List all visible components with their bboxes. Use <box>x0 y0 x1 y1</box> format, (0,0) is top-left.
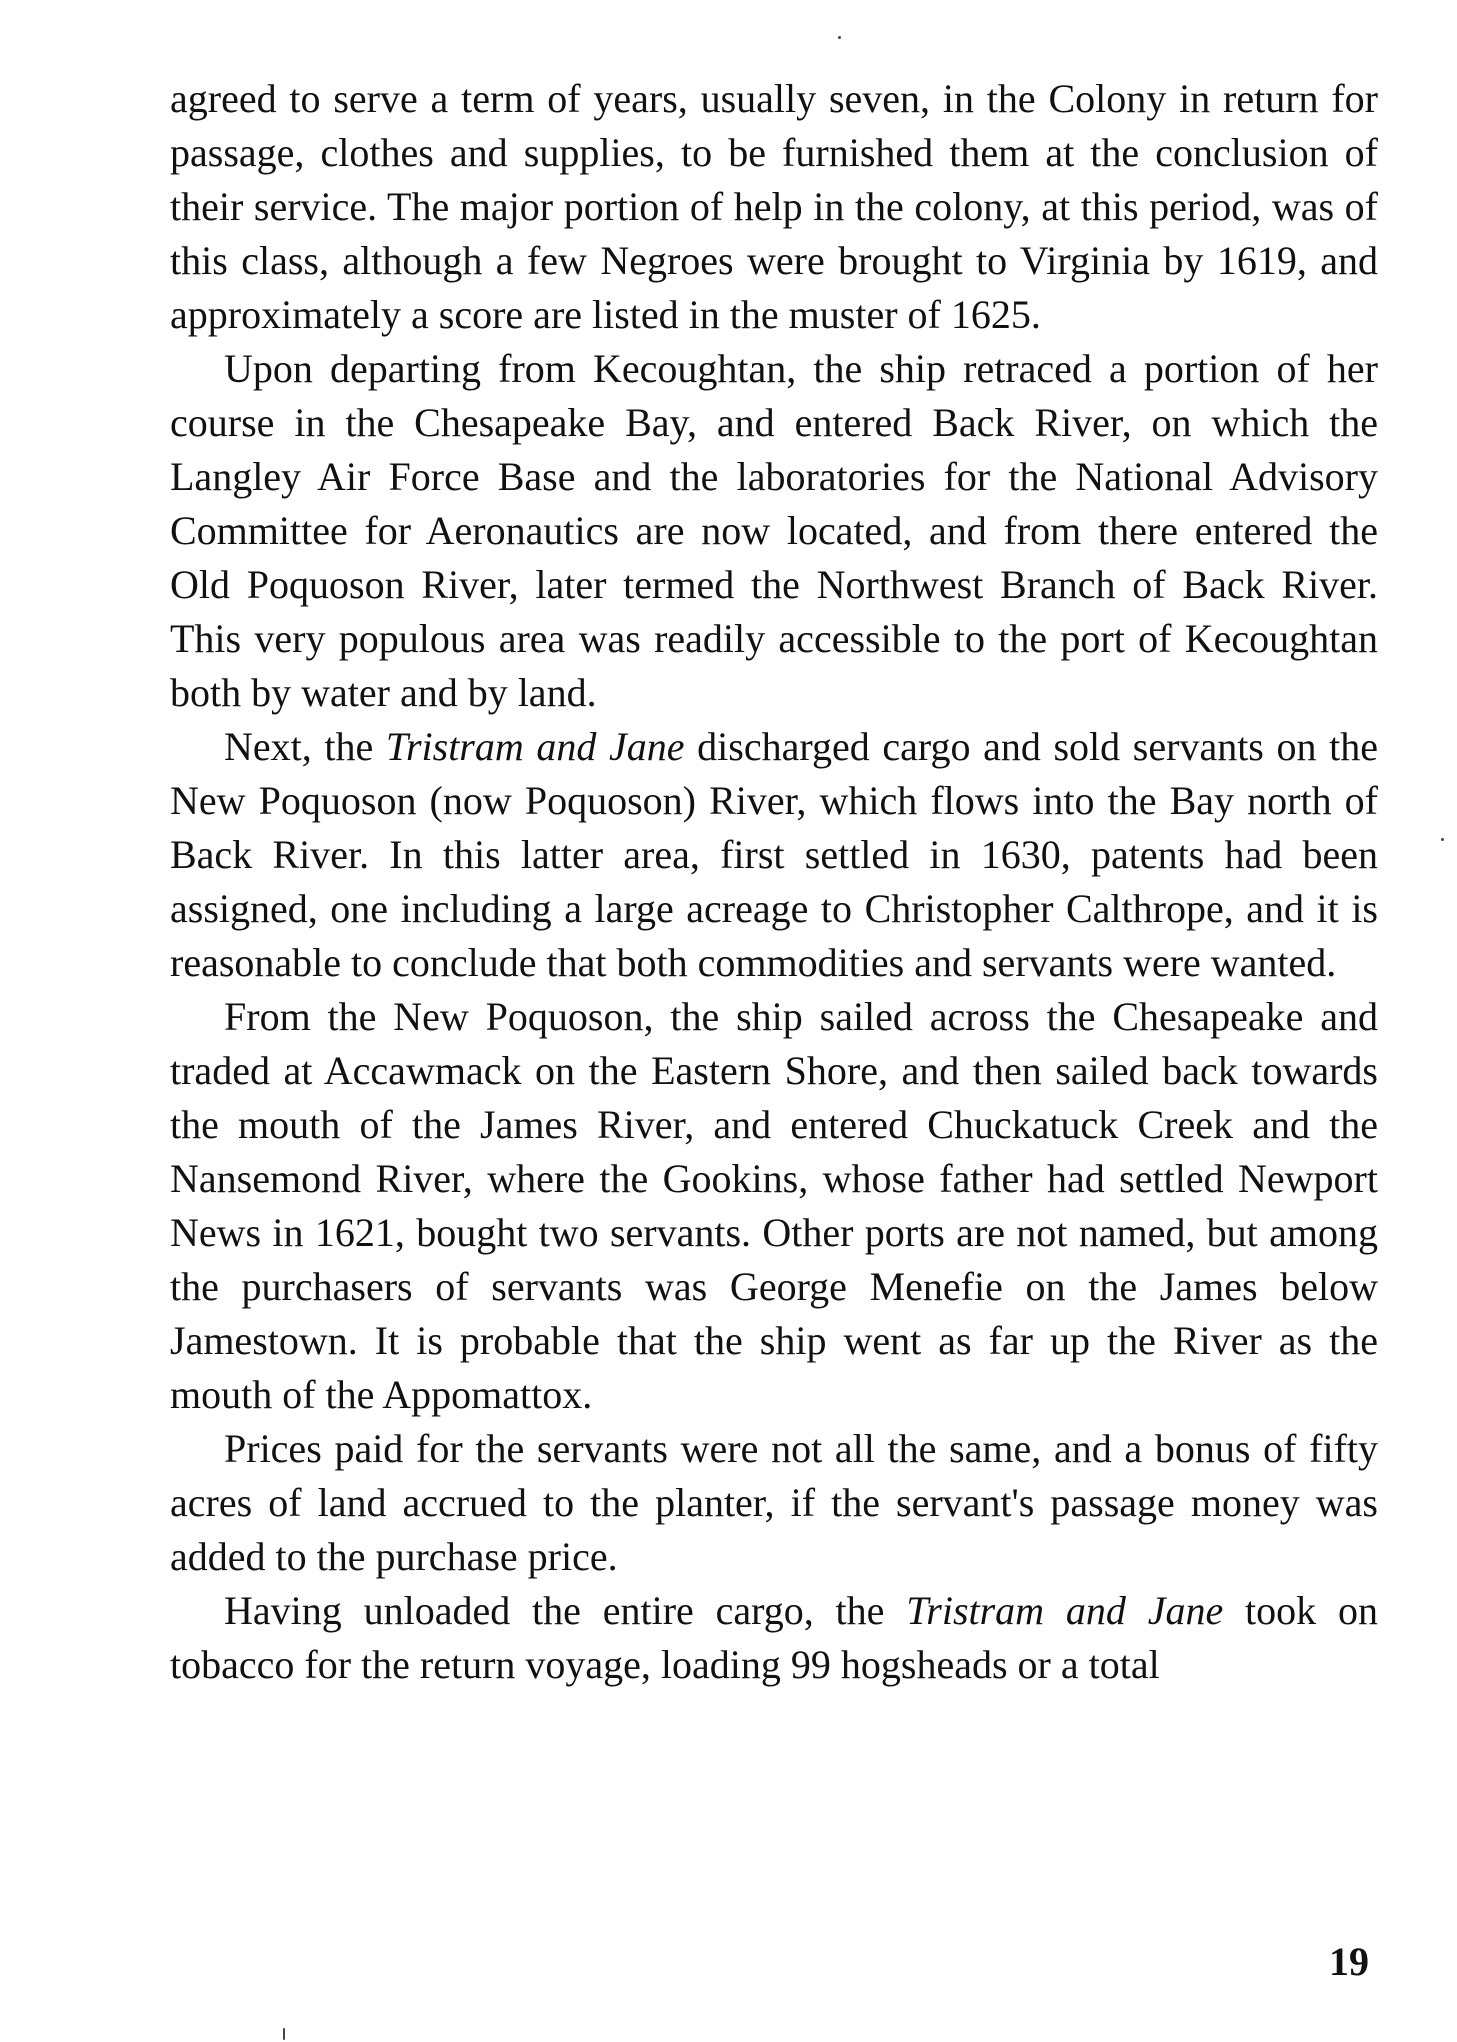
scan-speck <box>283 2028 285 2040</box>
paragraph-1-text: agreed to serve a term of years, usually seven, in the Colony in return for passage, clothes and supplies, to be furnished them at the conclusion of their service. The major portion of help in the colony, at this period, was of this class, although a few Negroes were brought to Virginia by 1619, and approximately a score are listed in the muster of 1625. <box>170 76 1378 337</box>
page-body <box>170 72 1378 1977</box>
scan-speck <box>838 36 841 39</box>
scan-speck <box>1441 838 1444 841</box>
paragraph-6 <box>170 1584 1378 1692</box>
paragraph-3-text-b: discharged cargo and sold servants on the New Poquoson (now Poquoson) River, which flows into the Bay north of Back River. In this latter area, first settled in 1630, patents had been assigned, one including a large acreage to Christopher Calthrope, and it is reasonable to conclude that both commodities and servants were wanted. <box>170 724 1378 985</box>
paragraph-3-text-a: Next, the <box>224 724 386 769</box>
paragraph-5 <box>170 1422 1378 1584</box>
page-number: 19 <box>1329 1939 1369 1984</box>
paragraph-4 <box>170 990 1378 1422</box>
paragraph-6-text-b: took on tobacco for the return voyage, loading 99 hogsheads or a total <box>170 1588 1378 1687</box>
paragraph-2-text: Upon departing from Kecoughtan, the ship retraced a portion of her course in the Chesapeake Bay, and entered Back River, on which the Langley Air Force Base and the laboratories for the National Advisory Committee for Aeronautics are now located, and from there entered the Old Poquoson River, later termed the Northwest Branch of Back River. This very populous area was readily accessible to the port of Kecoughtan both by water and by land. <box>170 346 1378 715</box>
ship-name-italic: Tristram and Jane <box>385 724 685 769</box>
paragraph-1 <box>170 72 1378 342</box>
paragraph-4-text: From the New Poquoson, the ship sailed across the Chesapeake and traded at Accawmack on the Eastern Shore, and then sailed back towards the mouth of the James River, and entered Chuckatuck Creek and the Nansemond River, where the Gookins, whose father had settled Newport News in 1621, bought two servants. Other ports are not named, but among the purchasers of servants was George Menefie on the James below Jamestown. It is probable that the ship went as far up the River as the mouth of the Appomattox. <box>170 994 1378 1417</box>
paragraph-3 <box>170 720 1378 990</box>
paragraph-5-text: Prices paid for the servants were not all the same, and a bonus of fifty acres of land accrued to the planter, if the servant's passage money was added to the purchase price. <box>170 1426 1378 1579</box>
paragraph-6-text-a: Having unloaded the entire cargo, the <box>224 1588 907 1633</box>
paragraph-2 <box>170 342 1378 720</box>
ship-name-italic: Tristram and Jane <box>906 1588 1224 1633</box>
